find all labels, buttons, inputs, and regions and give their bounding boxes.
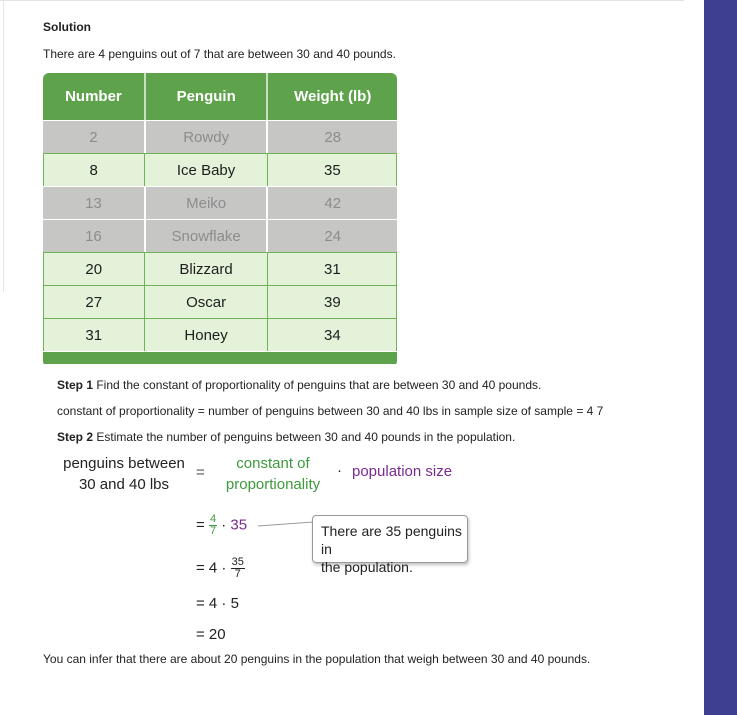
step1-text — [57, 378, 541, 392]
callout-line1: There are 35 penguins in — [321, 523, 462, 557]
cell-penguin: Oscar — [145, 286, 267, 318]
fraction-35-7 — [231, 557, 245, 580]
line1-value: 35 — [230, 516, 248, 534]
line1-dot: · — [221, 516, 227, 534]
cell-penguin: Blizzard — [145, 253, 267, 285]
step2-label: Step 2 — [57, 430, 94, 444]
table-row — [43, 285, 397, 318]
table-row — [43, 318, 397, 351]
cell-weight: 34 — [324, 326, 341, 344]
constant-term — [215, 453, 331, 495]
callout-pointer — [256, 520, 316, 540]
fraction-denominator: 7 — [234, 568, 241, 580]
cell-weight: 28 — [324, 128, 342, 146]
table-row — [43, 153, 397, 186]
header-number: Number — [43, 73, 146, 120]
table-header — [43, 73, 397, 120]
cell-penguin: Meiko — [146, 187, 269, 219]
equation-line-4: = 20 — [196, 626, 226, 643]
table-footer — [43, 352, 397, 364]
cell-number: 27 — [43, 286, 145, 318]
callout-box — [312, 515, 468, 575]
cell-number: 13 — [43, 187, 146, 219]
cell-penguin: Honey — [145, 319, 267, 351]
cell-penguin: Snowflake — [146, 220, 269, 252]
cell-weight: 24 — [324, 227, 342, 245]
table-row — [43, 219, 397, 252]
fraction-4-7 — [209, 514, 217, 537]
population-size-term: population size — [352, 463, 453, 480]
equation-line-1 — [196, 514, 247, 537]
left-edge-divider — [0, 0, 4, 292]
step1-body: Find the constant of proportionality of penguins that are between 30 and 40 pounds. — [93, 378, 542, 392]
const-line2: proportionality — [225, 476, 321, 493]
header-weight: Weight (lb) — [294, 88, 372, 105]
step2-body: Estimate the number of penguins between 30 and 40 pounds in the population. — [93, 430, 516, 444]
line2-lead: = 4 · — [196, 559, 227, 577]
cell-penguin: Ice Baby — [145, 154, 267, 186]
constant-line: constant of proportionality = number of penguins between 30 and 40 lbs in sample size of sample = 4 7 — [57, 404, 604, 418]
cell-weight: 35 — [324, 161, 341, 179]
cell-number: 16 — [43, 220, 146, 252]
const-line1: constant of — [236, 455, 310, 472]
top-divider — [0, 0, 684, 1]
fraction-denominator: 7 — [209, 525, 217, 537]
lhs-line1: penguins between — [63, 455, 185, 472]
cell-penguin: Rowdy — [146, 121, 269, 153]
solution-heading: Solution — [43, 20, 91, 34]
conclusion-text: You can infer that there are about 20 penguins in the population that weigh between 30 and 40 pounds. — [43, 652, 591, 666]
equation-line-2 — [196, 557, 245, 580]
fraction-numerator: 35 — [231, 556, 244, 568]
equation-lhs — [55, 453, 193, 495]
right-sidebar — [704, 0, 737, 715]
table-row — [43, 252, 397, 285]
intro-text: There are 4 penguins out of 7 that are between 30 and 40 pounds. — [43, 47, 396, 61]
table-row — [43, 186, 397, 219]
callout-line2: the population. — [321, 559, 413, 575]
multiply-dot: · — [337, 462, 342, 479]
cell-weight: 42 — [324, 194, 342, 212]
header-penguin: Penguin — [146, 73, 269, 120]
table-row — [43, 120, 397, 153]
step2-text — [57, 430, 515, 444]
equals-sign: = — [196, 464, 205, 481]
equation-line-3: = 4 · 5 — [196, 595, 239, 612]
line1-equals: = — [196, 516, 205, 534]
cell-weight: 39 — [324, 293, 341, 311]
penguin-table — [43, 73, 397, 367]
cell-number: 31 — [43, 319, 145, 351]
step1-label: Step 1 — [57, 378, 94, 392]
cell-number: 20 — [43, 253, 145, 285]
cell-number: 8 — [43, 154, 145, 186]
cell-number: 2 — [43, 121, 146, 153]
cell-weight: 31 — [324, 260, 341, 278]
lhs-line2: 30 and 40 lbs — [78, 476, 170, 493]
fraction-numerator: 4 — [209, 513, 217, 525]
